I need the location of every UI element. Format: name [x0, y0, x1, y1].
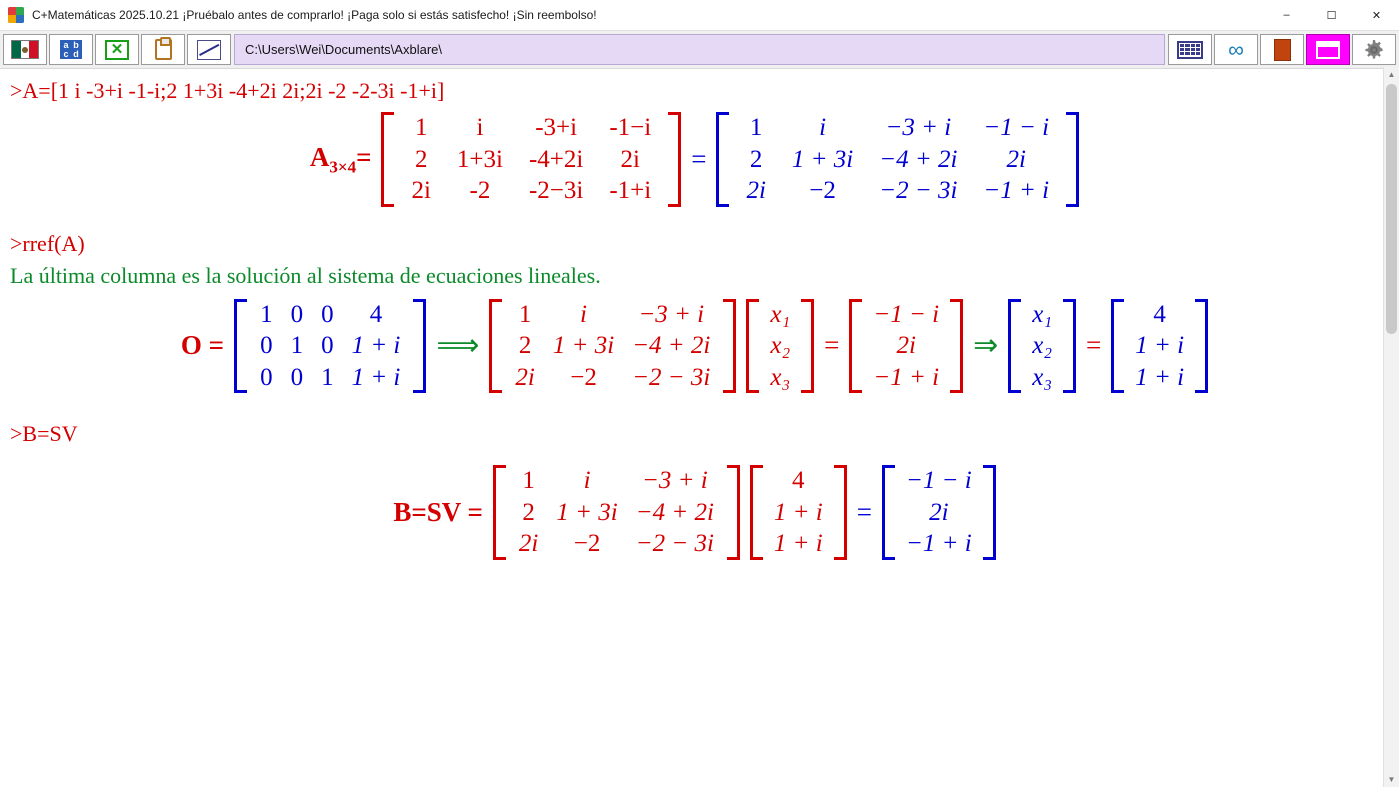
vector-unknowns-2: x₁ x₂ x₃: [1008, 297, 1076, 396]
close-button[interactable]: ✕: [1371, 9, 1382, 22]
command-line-2: >rref(A): [10, 230, 85, 256]
scrollbar-thumb[interactable]: [1386, 84, 1397, 334]
scroll-down-arrow-icon[interactable]: ▼: [1387, 775, 1396, 784]
vertical-scrollbar[interactable]: [1383, 67, 1399, 787]
window-title: C+Matemáticas 2025.10.21 ¡Pruébalo antes de comprarlo! ¡Paga solo si estás satisfecho! ¡Sin reembolso!: [32, 8, 597, 22]
matrix-calculator-button[interactable]: [49, 34, 93, 65]
equals-sign-2: =: [824, 330, 840, 361]
infinity-button[interactable]: [1214, 34, 1258, 65]
matrix-coefficients-2: 1 i −3 + i 2 1 + 3i −4 + 2i 2i −2 −2 − 3i: [493, 463, 740, 562]
keyboard-icon: [1177, 41, 1203, 59]
matrix-a-pretty: 1 i −3 + i −1 − i 2 1 + 3i −4 + 2i 2i 2i −2 −2 − 3i −1 + i: [716, 110, 1079, 209]
implies-sign-1: ⟹: [436, 329, 480, 363]
vector-result: −1 − i 2i −1 + i: [882, 463, 996, 562]
equals-sign-1: =: [691, 143, 707, 174]
implies-sign-2: ⇒: [973, 329, 999, 363]
settings-button[interactable]: [1352, 34, 1396, 65]
app-logo-icon: [8, 7, 24, 23]
equals-sign-3: =: [1086, 330, 1102, 361]
plot-button[interactable]: [187, 34, 231, 65]
matrix-a-plain: 1 i -3+i -1−i 2 1+3i -4+2i 2i 2i -2 -2−3i -1+i: [381, 110, 681, 209]
console-output[interactable]: [0, 69, 1399, 787]
equals-sign-4: =: [856, 496, 872, 527]
window-icon: [1316, 41, 1340, 59]
bsv-label: B=SV =: [393, 496, 483, 527]
line-chart-icon: [197, 40, 221, 60]
language-flag-mexico-button[interactable]: [3, 34, 47, 65]
book-icon: [1274, 39, 1291, 61]
window-button[interactable]: [1306, 34, 1350, 65]
matrix-a-label: $A_{3\times 4}=$: [309, 141, 372, 176]
book-button[interactable]: [1260, 34, 1304, 65]
vector-solution: 4 1 + i 1 + i: [1111, 297, 1208, 396]
keyboard-button[interactable]: [1168, 34, 1212, 65]
maximize-button[interactable]: ☐: [1326, 9, 1337, 22]
matrix-o-label: O =: [180, 330, 225, 361]
clipboard-button[interactable]: [141, 34, 185, 65]
command-line-3: >B=SV: [10, 421, 78, 446]
matrix-rref: 1 0 0 4 0 1 0 1 + i 0 0 1 1 + i: [234, 297, 426, 396]
math-block-bsv: [10, 463, 1379, 562]
gear-icon: [1364, 40, 1384, 60]
command-line-1: >A=[1 i -3+i -1-i;2 1+3i -4+2i 2i;2i -2 -2-3i -1+i]: [10, 78, 445, 103]
flag-mexico-icon: [11, 40, 39, 59]
scroll-up-arrow-icon[interactable]: ▲: [1387, 70, 1396, 79]
vector-rhs: −1 − i 2i −1 + i: [849, 297, 963, 396]
math-block-rref: [10, 297, 1379, 396]
vector-sv: 4 1 + i 1 + i: [750, 463, 847, 562]
path-input[interactable]: C:\Users\Wei\Documents\Axblare\: [234, 34, 1165, 65]
minimize-button[interactable]: –: [1283, 9, 1290, 21]
clipboard-icon: [155, 39, 172, 60]
toolbar: [0, 31, 1399, 69]
matrix-coefficients: 1 i −3 + i 2 1 + 3i −4 + 2i 2i −2 −2 − 3i: [489, 297, 736, 396]
math-block-matrix-a: [10, 110, 1379, 209]
note-line-1: La última columna es la solución al sistema de ecuaciones lineales.: [10, 262, 601, 288]
infinity-icon: ∞: [1228, 36, 1244, 62]
clear-button[interactable]: [95, 34, 139, 65]
window-controls: [1264, 0, 1399, 30]
green-x-icon: ✕: [105, 40, 129, 60]
grid-numbers-icon: a b c d: [60, 40, 82, 59]
vector-unknowns-1: x₁ x₂ x₃: [746, 297, 814, 396]
title-bar: [0, 0, 1399, 31]
